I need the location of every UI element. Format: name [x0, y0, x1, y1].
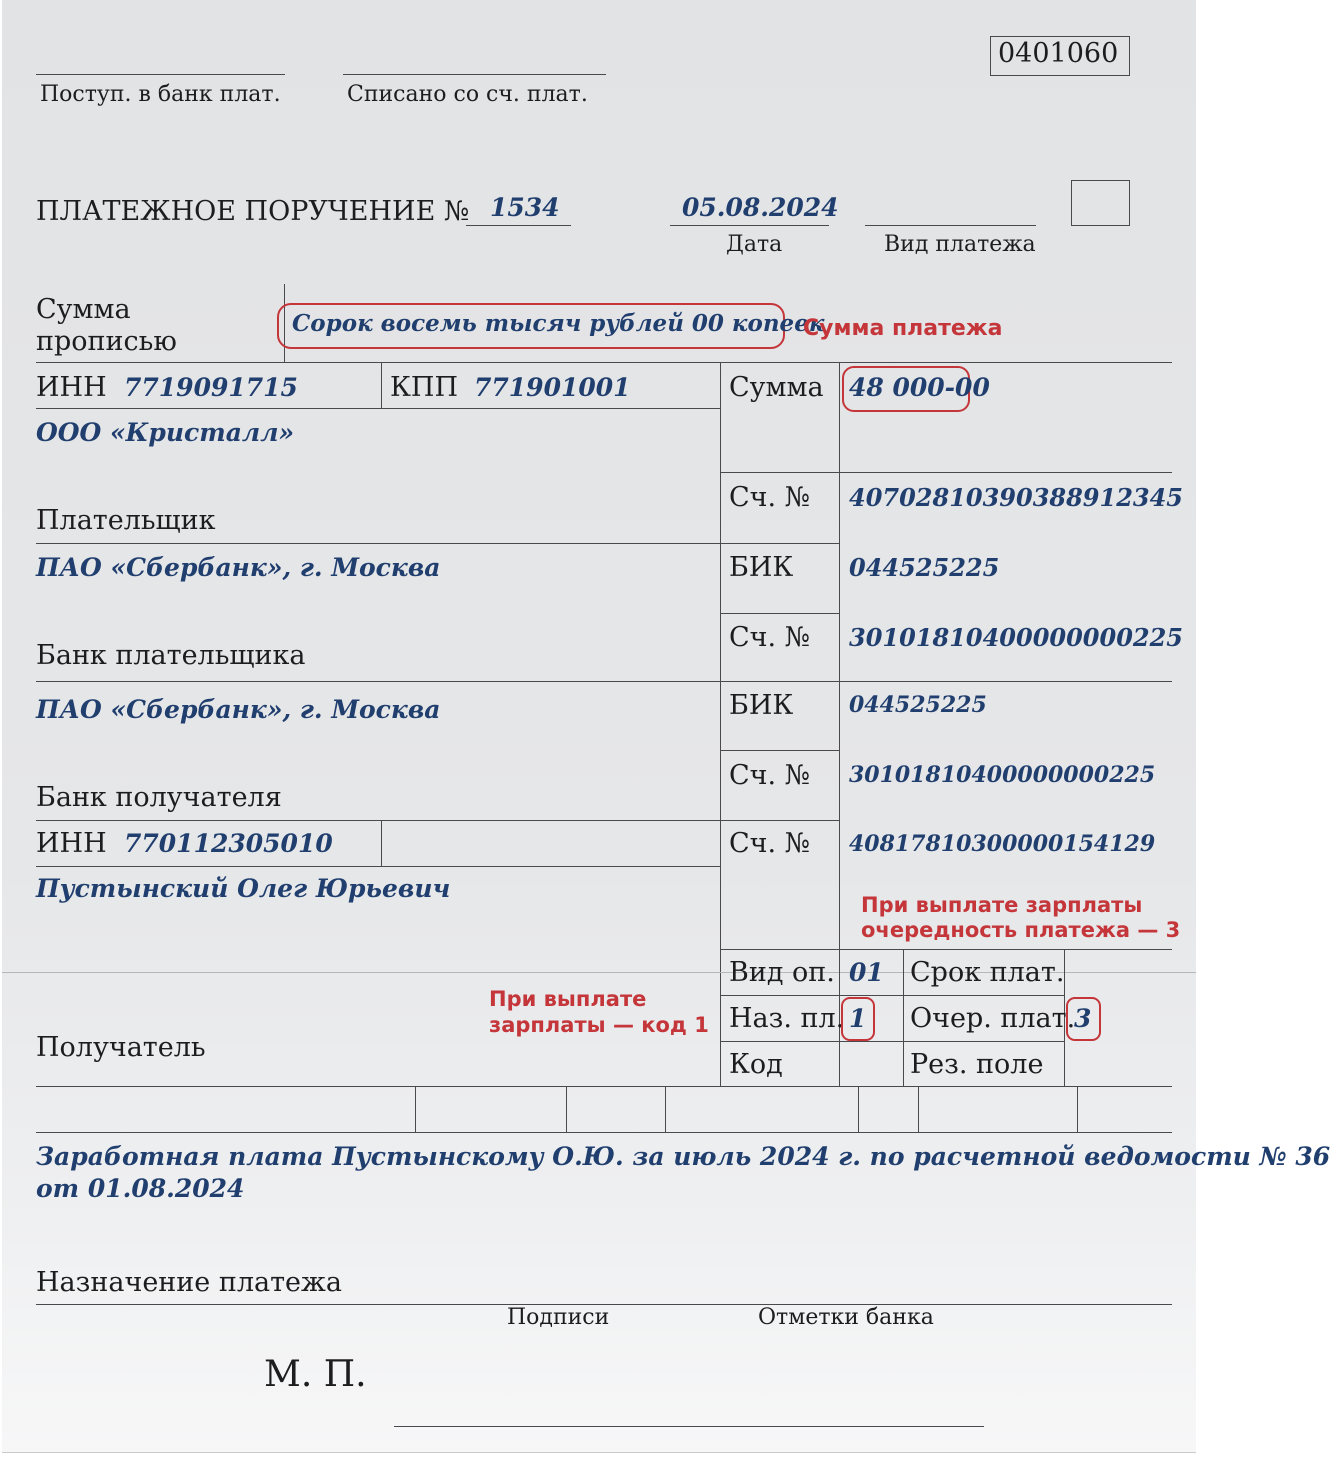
stamp-label: М. П. [264, 1354, 367, 1395]
purpose-label: Назначение платежа [36, 1267, 342, 1298]
priority-label: Очер. плат. [910, 1003, 1076, 1034]
signatures-label: Подписи [507, 1305, 610, 1330]
rule-949 [720, 949, 1172, 950]
priority-note-line-2: очередность платежа — 3 [861, 918, 1181, 942]
priority-value: 3 [1074, 1004, 1092, 1033]
form-code: 0401060 [998, 38, 1119, 69]
payer-bank-label: Банк плательщика [36, 640, 306, 671]
date-label: Дата [726, 232, 783, 257]
payee-inn-divider [381, 820, 382, 866]
rule-1086 [36, 1086, 1172, 1087]
rule-820 [36, 820, 839, 821]
bank-marks-label: Отметки банка [758, 1305, 934, 1330]
tax-divider-4 [858, 1086, 859, 1132]
payee-account-label: Сч. № [729, 828, 811, 859]
reserve-label: Рез. поле [910, 1049, 1044, 1080]
payee-name: Пустынский Олег Юрьевич [36, 874, 451, 903]
payer-kpp-label: КПП [390, 372, 458, 403]
payer-inn-label: ИНН [36, 372, 107, 403]
code-note-line-1: При выплате [489, 987, 647, 1011]
payee-account: 40817810300000154129 [849, 831, 1156, 857]
received-label: Поступ. в банк плат. [40, 82, 281, 107]
amount-words-label-2: прописью [36, 326, 177, 357]
rule-866 [36, 866, 720, 867]
payee-bank-bik-label: БИК [729, 690, 794, 721]
rule-681 [36, 681, 1172, 682]
payer-label: Плательщик [36, 505, 216, 536]
payee-bank-account: 30101810400000000225 [849, 762, 1156, 788]
tax-divider-2 [566, 1086, 567, 1132]
debited-line [343, 74, 606, 75]
number-line [466, 225, 571, 226]
payment-type-line [865, 225, 1036, 226]
payee-bank-label: Банк получателя [36, 782, 282, 813]
payer-bank-name: ПАО «Сбербанк», г. Москва [36, 553, 441, 582]
debited-label: Списано со сч. плат. [347, 82, 588, 107]
purpose-line-1: Заработная плата Пустынскому О.Ю. за июль 2024 г. по расчетной ведомости № 36 [36, 1142, 1330, 1171]
form-title: ПЛАТЕЖНОЕ ПОРУЧЕНИЕ № [36, 196, 470, 227]
code-note-line-2: зарплаты — код 1 [489, 1013, 709, 1037]
code-label: Код [729, 1049, 783, 1080]
payer-inn-divider [381, 362, 382, 408]
tax-divider-6 [1077, 1086, 1078, 1132]
payer-account: 40702810390388912345 [849, 483, 1183, 512]
purpose-line-2: от 01.08.2024 [36, 1174, 245, 1203]
payment-type-label: Вид платежа [884, 232, 1036, 257]
term-label: Срок плат. [910, 957, 1065, 988]
rule-408 [36, 408, 720, 409]
payer-kpp: 771901001 [474, 373, 631, 402]
payer-name: ООО «Кристалл» [36, 418, 295, 447]
payer-bank-account: 30101810400000000225 [849, 623, 1183, 652]
payer-bank-bik-label: БИК [729, 552, 794, 583]
rule-543 [36, 543, 839, 544]
purpose-code-label: Наз. пл. [729, 1003, 845, 1034]
received-line [36, 74, 285, 75]
amount-words-label-1: Сумма [36, 294, 131, 325]
payer-inn: 7719091715 [124, 373, 298, 402]
order-number: 1534 [490, 193, 560, 222]
tax-divider-5 [918, 1086, 919, 1132]
purpose-code-value: 1 [849, 1004, 867, 1033]
order-date: 05.08.2024 [682, 193, 839, 222]
rule-995 [720, 995, 1064, 996]
amount-words-value: Сорок восемь тысяч рублей 00 копеек [292, 310, 825, 337]
payer-account-label: Сч. № [729, 482, 811, 513]
tax-divider-1 [415, 1086, 416, 1132]
rule-1041 [720, 1041, 1064, 1042]
date-line [670, 225, 829, 226]
payee-inn: 770112305010 [124, 829, 333, 858]
payee-inn-label: ИНН [36, 828, 107, 859]
payer-bank-account-label: Сч. № [729, 622, 811, 653]
main-vertical-divider [720, 362, 721, 1086]
tax-divider-3 [665, 1086, 666, 1132]
rule-1132 [36, 1132, 1172, 1133]
op-type-value: 01 [849, 958, 884, 987]
status-box [1071, 180, 1130, 226]
value-vertical-divider-upper [839, 362, 840, 950]
codes-divider-2 [903, 949, 904, 1086]
amount-label: Сумма [729, 372, 824, 403]
amount-value: 48 000-00 [849, 373, 990, 402]
payee-bank-name: ПАО «Сбербанк», г. Москва [36, 695, 441, 724]
payer-bank-bik: 044525225 [849, 553, 1000, 582]
payee-label: Получатель [36, 1032, 206, 1063]
payment-order-form [2, 0, 1330, 1453]
op-type-label: Вид оп. [729, 957, 835, 988]
rule-472 [720, 472, 1172, 473]
amount-note: Сумма платежа [803, 316, 1003, 341]
rule-362 [36, 362, 1172, 363]
payee-bank-account-label: Сч. № [729, 760, 811, 791]
priority-note-line-1: При выплате зарплаты [861, 893, 1143, 917]
rule-613 [720, 613, 839, 614]
rule-750 [720, 750, 839, 751]
signature-line [394, 1426, 984, 1427]
payee-bank-bik: 044525225 [849, 692, 987, 718]
